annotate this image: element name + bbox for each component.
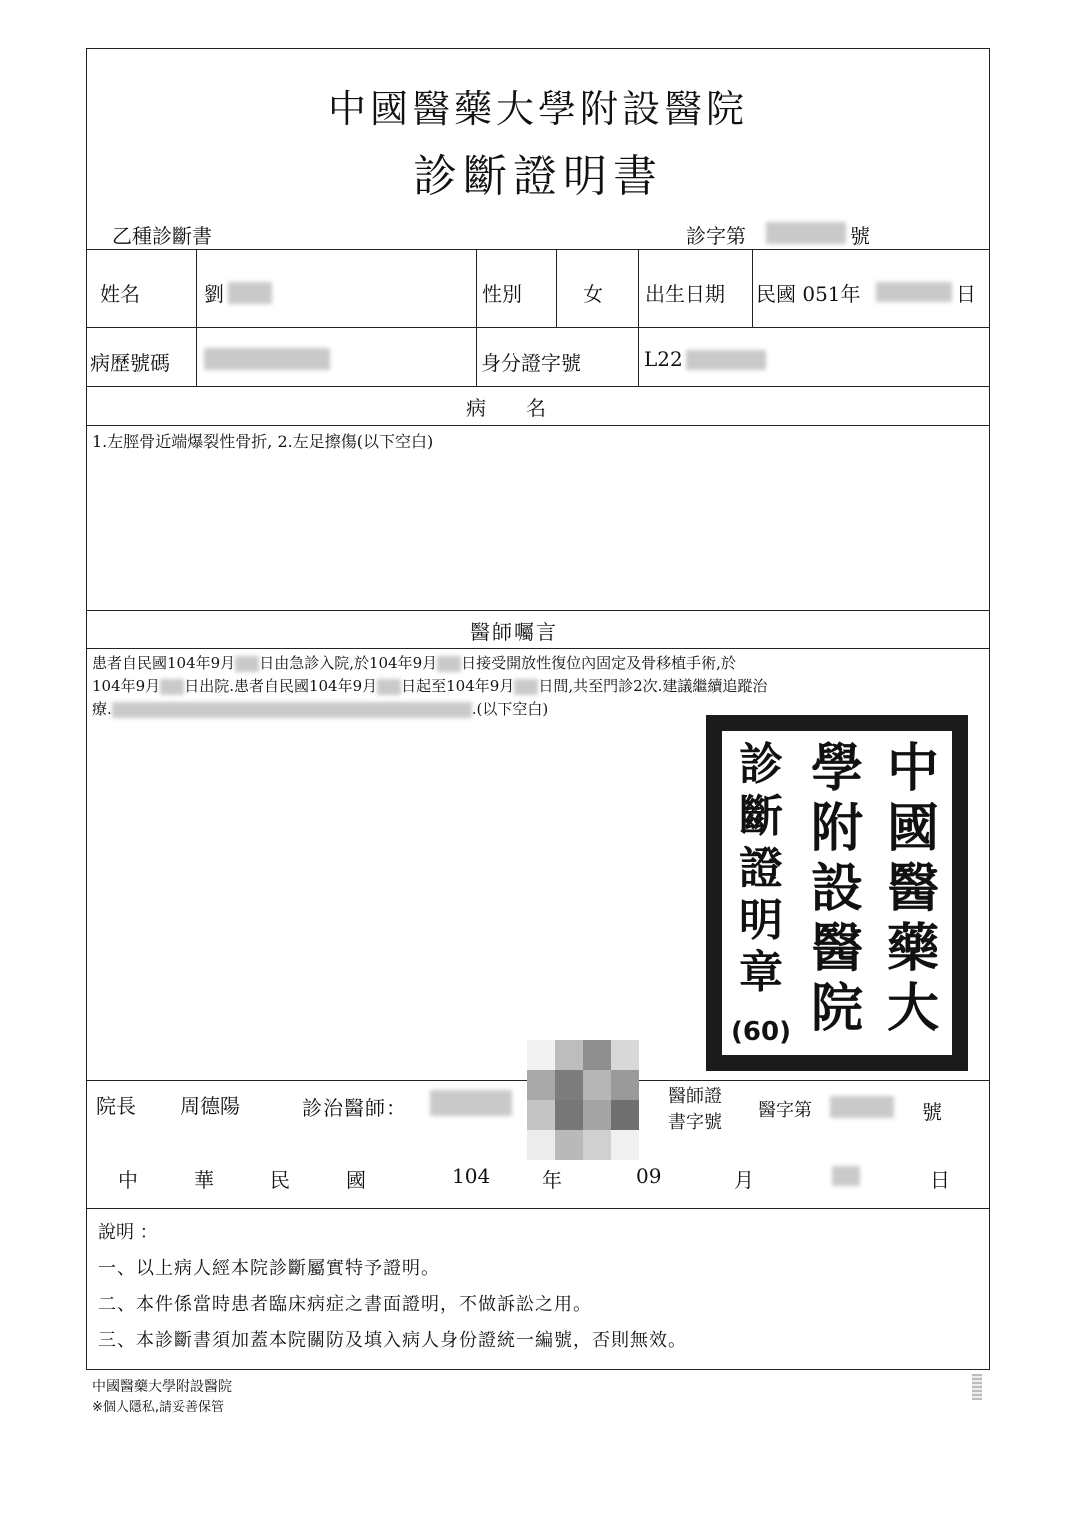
- redacted-name: [228, 282, 272, 304]
- note-item: 三、本診斷書須加蓋本院關防及填入病人身份證統一編號，否則無效。: [98, 1330, 687, 1351]
- date-month: 09: [636, 1164, 662, 1188]
- document-title: 診斷證明書: [413, 151, 663, 202]
- date-month-label: 月: [734, 1168, 754, 1192]
- note-item: 一、以上病人經本院診斷屬實特予證明。: [98, 1258, 440, 1279]
- seal-column-2: [804, 739, 870, 1039]
- chart-number-label: 病歷號碼: [90, 351, 170, 375]
- notes-heading: 說明 ：: [98, 1222, 158, 1243]
- sex-value: 女: [583, 282, 603, 306]
- redacted-dob: [876, 282, 952, 302]
- redacted-day: [514, 679, 538, 695]
- doctor-label: 診治醫師：: [302, 1096, 407, 1120]
- advice-text: 療.: [92, 700, 112, 718]
- redacted-day: [437, 656, 461, 672]
- advice-text: 日接受開放性復位內固定及骨移植手術,於: [461, 654, 736, 672]
- id-number-value: L22: [644, 347, 683, 371]
- table-line: [638, 249, 639, 386]
- redacted-day: [832, 1166, 860, 1186]
- date-char: 中: [118, 1168, 138, 1192]
- table-line: [86, 425, 990, 426]
- seal-char: 醫: [810, 918, 863, 979]
- note-item: 二、本件係當時患者臨床病症之書面證明，不做訴訟之用。: [98, 1294, 592, 1315]
- seal-char: 中: [886, 738, 939, 799]
- license-label-line-1: 醫師證: [668, 1086, 722, 1107]
- seal-char: 學: [810, 738, 863, 799]
- seal-char: 斷: [739, 791, 783, 842]
- redacted-id-number: [686, 350, 766, 370]
- seal-char: 大: [886, 978, 939, 1039]
- seal-inner: [718, 727, 956, 1059]
- doc-number-suffix: 號: [850, 224, 870, 248]
- doctor-seal-redacted: [527, 1040, 639, 1160]
- name-value: 劉: [204, 282, 224, 306]
- seal-char: 設: [810, 858, 863, 919]
- date-char: 民: [270, 1168, 290, 1192]
- seal-column-3: [728, 739, 794, 999]
- seal-number: (60): [731, 1017, 791, 1047]
- redacted-doctor-name: [430, 1090, 512, 1116]
- advice-text: 日出院.患者自民國104年9月: [184, 677, 378, 695]
- id-number-label: 身分證字號: [481, 351, 581, 375]
- footer-hospital-name: 中國醫藥大學附設醫院: [92, 1379, 232, 1395]
- name-label: 姓名: [100, 282, 140, 306]
- seal-char: 醫: [886, 858, 939, 919]
- date-year: 104: [452, 1164, 491, 1188]
- seal-char: 藥: [886, 918, 939, 979]
- table-line: [752, 249, 753, 327]
- table-line: [86, 249, 990, 250]
- diagnosis-section-label: 病 名: [466, 396, 546, 420]
- seal-column-1: [880, 739, 946, 1039]
- table-line: [556, 249, 557, 327]
- seal-char: 診: [739, 739, 783, 790]
- seal-char: 明: [739, 895, 783, 946]
- license-label-line-2: 書字號: [668, 1112, 722, 1133]
- seal-char: 國: [886, 798, 939, 859]
- scan-mark: [972, 1374, 982, 1400]
- table-line: [196, 249, 197, 386]
- advice-line-2: [92, 675, 767, 698]
- form-type: 乙種診斷書: [112, 224, 212, 248]
- redacted-day: [160, 679, 184, 695]
- license-suffix: 號: [922, 1100, 942, 1124]
- advice-line-3: [92, 698, 548, 721]
- footer-privacy-note: ※個人隱私,請妥善保管: [92, 1400, 225, 1415]
- advice-text: 日由急診入院,於104年9月: [259, 654, 438, 672]
- director-name: 周德陽: [180, 1094, 240, 1118]
- date-year-label: 年: [542, 1168, 562, 1192]
- dob-prefix: 民國 051年: [756, 282, 861, 306]
- redacted-license-number: [830, 1096, 894, 1118]
- hospital-seal: [706, 715, 968, 1071]
- table-line: [476, 249, 477, 386]
- hospital-title: 中國醫藥大學附設醫院: [327, 87, 748, 131]
- dob-label: 出生日期: [645, 282, 725, 306]
- date-day-label: 日: [930, 1168, 950, 1192]
- seal-char: 附: [810, 798, 863, 859]
- table-line: [86, 386, 990, 387]
- table-line: [86, 1208, 990, 1209]
- advice-section-label: 醫師囑言: [470, 620, 558, 644]
- dob-suffix: 日: [956, 282, 976, 306]
- advice-text: 日間,共至門診2次.建議繼續追蹤治: [538, 677, 768, 695]
- license-prefix: 醫字第: [758, 1100, 812, 1121]
- redacted-advice: [112, 702, 472, 718]
- seal-char: 院: [810, 978, 863, 1039]
- advice-line-1: [92, 652, 736, 675]
- date-char: 國: [346, 1168, 366, 1192]
- advice-text: 日起至104年9月: [401, 677, 515, 695]
- director-label: 院長: [96, 1094, 136, 1118]
- sex-label: 性別: [482, 282, 522, 306]
- doc-number-prefix: 診字第: [686, 224, 746, 248]
- seal-char: 證: [739, 843, 783, 894]
- date-char: 華: [194, 1168, 214, 1192]
- redacted-day: [235, 656, 259, 672]
- advice-text: 患者自民國104年9月: [92, 654, 236, 672]
- table-line: [86, 648, 990, 649]
- table-line: [86, 327, 990, 328]
- redacted-chart-number: [204, 348, 330, 370]
- redacted-doc-number: [766, 222, 846, 244]
- seal-char: 章: [739, 947, 783, 998]
- advice-text: .(以下空白): [471, 700, 549, 718]
- diagnosis-text: 1.左脛骨近端爆裂性骨折, 2.左足擦傷(以下空白): [92, 432, 434, 451]
- advice-text: 104年9月: [92, 677, 161, 695]
- table-line: [86, 610, 990, 611]
- redacted-day: [377, 679, 401, 695]
